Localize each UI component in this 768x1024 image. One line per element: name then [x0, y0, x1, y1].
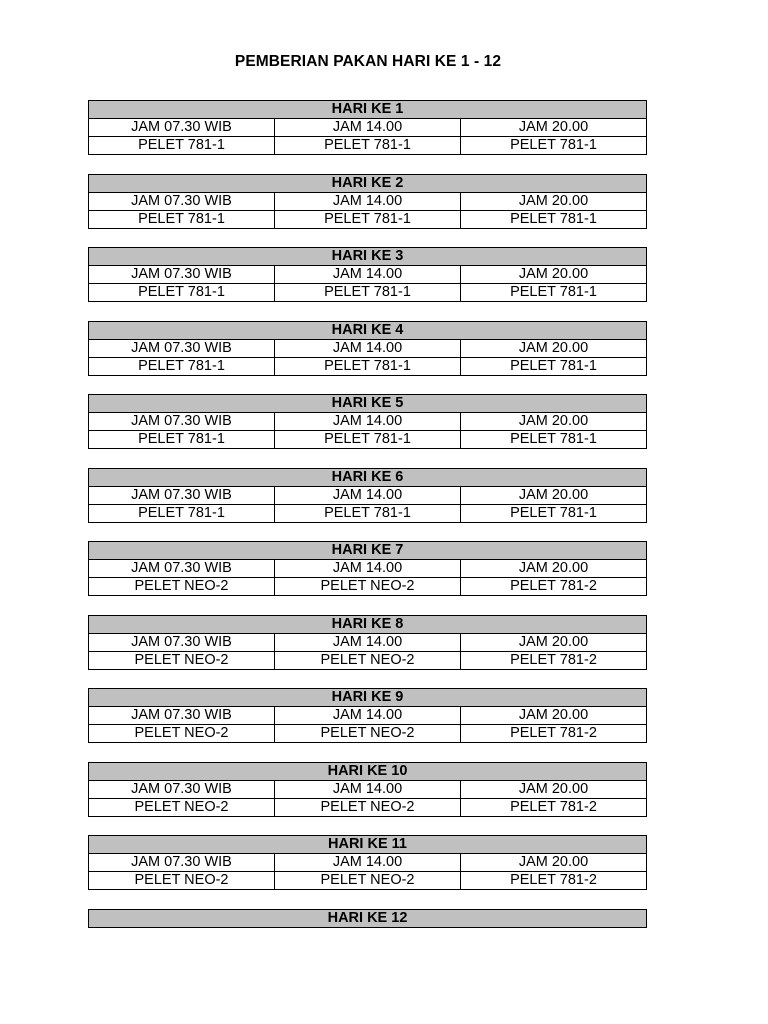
feed-type-cell: PELET 781-1: [461, 137, 647, 155]
feeding-time-cell: JAM 20.00: [461, 266, 647, 284]
day-header: HARI KE 6: [89, 468, 647, 486]
feed-type-cell: PELET 781-1: [461, 284, 647, 302]
day-header-row: [89, 468, 647, 486]
day-table: [88, 247, 647, 302]
feed-type-cell: PELET 781-1: [89, 431, 275, 449]
feed-type-cell: PELET 781-1: [275, 431, 461, 449]
feed-type-row: [89, 651, 647, 669]
day-header-row: [89, 909, 647, 927]
feeding-time-cell: JAM 14.00: [275, 266, 461, 284]
feed-type-cell: PELET 781-1: [89, 210, 275, 228]
day-table: [88, 688, 647, 743]
day-block: [88, 909, 647, 928]
feeding-time-cell: JAM 07.30 WIB: [89, 633, 275, 651]
feeding-time-cell: JAM 14.00: [275, 707, 461, 725]
feed-type-row: [89, 431, 647, 449]
feed-type-cell: PELET NEO-2: [275, 798, 461, 816]
feeding-time-cell: JAM 20.00: [461, 560, 647, 578]
feed-type-cell: PELET NEO-2: [89, 798, 275, 816]
feed-type-cell: PELET 781-1: [89, 137, 275, 155]
feeding-time-cell: JAM 20.00: [461, 780, 647, 798]
feeding-time-cell: JAM 14.00: [275, 633, 461, 651]
feed-type-cell: PELET NEO-2: [89, 578, 275, 596]
feed-type-cell: PELET 781-2: [461, 578, 647, 596]
feeding-time-row: [89, 633, 647, 651]
feeding-time-cell: JAM 20.00: [461, 486, 647, 504]
feeding-time-cell: JAM 20.00: [461, 633, 647, 651]
feeding-time-cell: JAM 07.30 WIB: [89, 560, 275, 578]
day-block: [88, 321, 647, 376]
feeding-time-cell: JAM 14.00: [275, 780, 461, 798]
feed-type-row: [89, 357, 647, 375]
feed-type-cell: PELET 781-1: [461, 504, 647, 522]
feeding-time-cell: JAM 14.00: [275, 339, 461, 357]
day-header: HARI KE 12: [89, 909, 647, 927]
day-header: HARI KE 5: [89, 395, 647, 413]
feeding-schedule: [88, 100, 647, 946]
day-block: [88, 541, 647, 596]
feeding-time-cell: JAM 07.30 WIB: [89, 192, 275, 210]
day-header-row: [89, 248, 647, 266]
day-header-row: [89, 395, 647, 413]
day-block: [88, 100, 647, 155]
feed-type-cell: PELET 781-1: [461, 357, 647, 375]
feeding-time-cell: JAM 07.30 WIB: [89, 780, 275, 798]
feeding-time-cell: JAM 20.00: [461, 339, 647, 357]
feeding-time-row: [89, 560, 647, 578]
feed-type-cell: PELET 781-2: [461, 872, 647, 890]
day-block: [88, 174, 647, 229]
feed-type-cell: PELET 781-1: [461, 210, 647, 228]
feeding-time-row: [89, 707, 647, 725]
feeding-time-row: [89, 192, 647, 210]
day-header: HARI KE 2: [89, 174, 647, 192]
day-block: [88, 835, 647, 890]
feed-type-cell: PELET 781-2: [461, 725, 647, 743]
feed-type-row: [89, 798, 647, 816]
feed-type-row: [89, 872, 647, 890]
day-header: HARI KE 8: [89, 615, 647, 633]
feeding-time-cell: JAM 20.00: [461, 413, 647, 431]
feeding-time-cell: JAM 14.00: [275, 192, 461, 210]
feeding-time-row: [89, 119, 647, 137]
feeding-time-cell: JAM 14.00: [275, 486, 461, 504]
day-block: [88, 762, 647, 817]
feed-type-row: [89, 725, 647, 743]
feed-type-cell: PELET NEO-2: [275, 651, 461, 669]
feed-type-cell: PELET 781-1: [275, 504, 461, 522]
feeding-time-cell: JAM 07.30 WIB: [89, 266, 275, 284]
feeding-time-row: [89, 339, 647, 357]
feed-type-cell: PELET 781-1: [275, 357, 461, 375]
day-header-row: [89, 101, 647, 119]
feed-type-row: [89, 210, 647, 228]
day-header: HARI KE 10: [89, 762, 647, 780]
feed-type-cell: PELET 781-1: [275, 284, 461, 302]
feed-type-cell: PELET NEO-2: [89, 725, 275, 743]
feed-type-cell: PELET NEO-2: [275, 725, 461, 743]
page-title: PEMBERIAN PAKAN HARI KE 1 - 12: [234, 53, 502, 70]
day-table: [88, 762, 647, 817]
day-block: [88, 688, 647, 743]
day-header: HARI KE 9: [89, 689, 647, 707]
day-header-row: [89, 836, 647, 854]
feeding-time-cell: JAM 07.30 WIB: [89, 413, 275, 431]
day-table: [88, 394, 647, 449]
day-table: [88, 835, 647, 890]
feed-type-row: [89, 284, 647, 302]
feeding-time-cell: JAM 07.30 WIB: [89, 119, 275, 137]
feeding-time-cell: JAM 07.30 WIB: [89, 339, 275, 357]
feed-type-row: [89, 578, 647, 596]
day-block: [88, 247, 647, 302]
day-table: [88, 174, 647, 229]
day-block: [88, 468, 647, 523]
day-header: HARI KE 1: [89, 101, 647, 119]
feeding-time-cell: JAM 07.30 WIB: [89, 707, 275, 725]
feeding-time-cell: JAM 14.00: [275, 119, 461, 137]
feeding-time-cell: JAM 20.00: [461, 119, 647, 137]
day-table: [88, 909, 647, 928]
day-table: [88, 321, 647, 376]
day-block: [88, 615, 647, 670]
day-header-row: [89, 762, 647, 780]
feed-type-cell: PELET 781-2: [461, 651, 647, 669]
feeding-time-row: [89, 266, 647, 284]
feeding-time-cell: JAM 14.00: [275, 560, 461, 578]
day-header: HARI KE 11: [89, 836, 647, 854]
day-header: HARI KE 7: [89, 542, 647, 560]
day-table: [88, 100, 647, 155]
feed-type-cell: PELET NEO-2: [89, 651, 275, 669]
day-table: [88, 541, 647, 596]
feeding-time-row: [89, 854, 647, 872]
feed-type-cell: PELET NEO-2: [275, 872, 461, 890]
feeding-time-cell: JAM 07.30 WIB: [89, 486, 275, 504]
day-header-row: [89, 542, 647, 560]
feed-type-cell: PELET 781-1: [89, 357, 275, 375]
feeding-time-cell: JAM 20.00: [461, 707, 647, 725]
day-header-row: [89, 174, 647, 192]
day-block: [88, 394, 647, 449]
feeding-time-cell: JAM 07.30 WIB: [89, 854, 275, 872]
feed-type-cell: PELET 781-1: [89, 504, 275, 522]
feeding-time-row: [89, 413, 647, 431]
feeding-time-cell: JAM 20.00: [461, 854, 647, 872]
feed-type-cell: PELET 781-2: [461, 798, 647, 816]
feeding-time-cell: JAM 14.00: [275, 854, 461, 872]
day-header-row: [89, 689, 647, 707]
feed-type-row: [89, 504, 647, 522]
feeding-time-row: [89, 780, 647, 798]
feed-type-row: [89, 137, 647, 155]
feed-type-cell: PELET NEO-2: [89, 872, 275, 890]
day-header: HARI KE 4: [89, 321, 647, 339]
feeding-time-row: [89, 486, 647, 504]
feeding-time-cell: JAM 14.00: [275, 413, 461, 431]
feed-type-cell: PELET NEO-2: [275, 578, 461, 596]
feed-type-cell: PELET 781-1: [461, 431, 647, 449]
day-header-row: [89, 321, 647, 339]
day-table: [88, 468, 647, 523]
feed-type-cell: PELET 781-1: [275, 137, 461, 155]
feeding-time-cell: JAM 20.00: [461, 192, 647, 210]
day-table: [88, 615, 647, 670]
day-header: HARI KE 3: [89, 248, 647, 266]
day-header-row: [89, 615, 647, 633]
feed-type-cell: PELET 781-1: [275, 210, 461, 228]
feed-type-cell: PELET 781-1: [89, 284, 275, 302]
